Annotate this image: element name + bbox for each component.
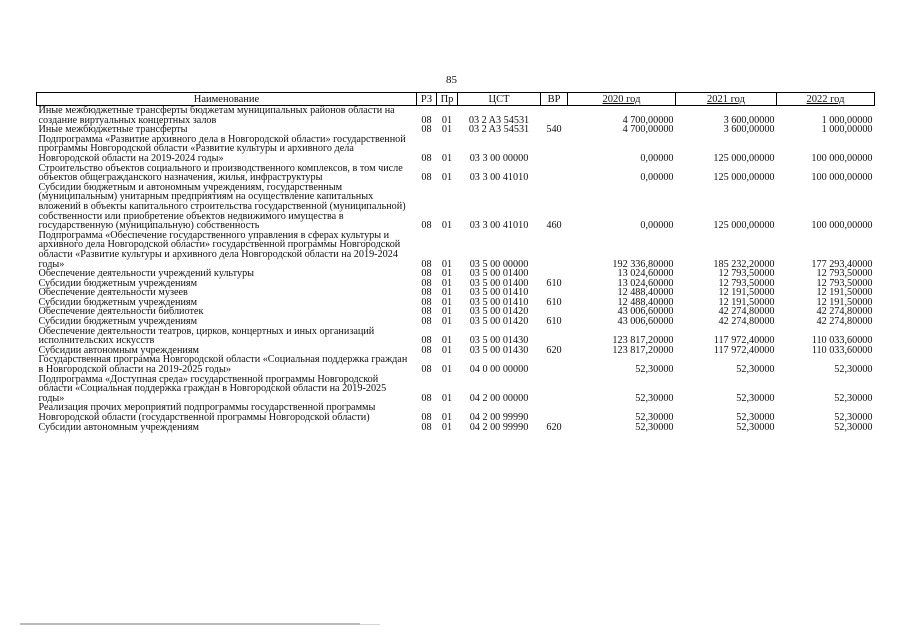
- row-2022: 12 191,50000: [816, 296, 873, 308]
- row-cst: 04 0 00 00000: [469, 364, 529, 376]
- header-rz: РЗ: [417, 93, 437, 106]
- row-rz: 08: [421, 296, 432, 308]
- row-name: Субсидии автономным учреждениям: [38, 421, 199, 433]
- row-cst: 03 2 A3 54531: [468, 114, 530, 126]
- row-name: Реализация прочих мероприятий подпрограммы государственной программы Новгородской области (государственной программы Новгородской области): [38, 402, 376, 423]
- row-2022: 1 000,00000: [821, 114, 873, 126]
- row-rz: 08: [421, 114, 432, 126]
- row-2020: 4 700,00000: [622, 114, 674, 126]
- row-rz: 08: [421, 124, 432, 136]
- row-vr: [541, 164, 568, 183]
- row-2022: 100 000,00000: [811, 152, 873, 164]
- row-rz: 08: [421, 421, 432, 433]
- row-pr: 01: [441, 220, 453, 232]
- row-name: Субсидии автономным учреждениям: [38, 344, 199, 356]
- row-2022: 100 000,00000: [811, 220, 873, 232]
- table-row: [37, 183, 875, 231]
- row-name: Субсидии бюджетным учреждениям: [38, 277, 198, 289]
- table-header-row: [37, 93, 875, 106]
- row-cst: 03 5 00 01420: [469, 306, 529, 318]
- row-name: Обеспечение деятельности музеев: [38, 287, 188, 299]
- budget-table: [36, 92, 875, 432]
- row-2021: 42 274,80000: [718, 316, 775, 328]
- row-2020: 123 817,20000: [612, 335, 674, 347]
- row-pr: 01: [441, 296, 453, 308]
- row-rz: 08: [421, 306, 432, 318]
- row-name: Подпрограмма «Доступная среда» государственной программы Новгородской области «Социальная поддержка граждан в Новгородской области на 2019-2025 годы»: [38, 373, 387, 404]
- row-2022: 110 033,60000: [811, 344, 873, 356]
- table-row: [37, 355, 875, 374]
- row-cst: 03 5 00 01420: [469, 316, 529, 328]
- row-2020: 0,00000: [640, 172, 674, 184]
- header-cst: ЦСТ: [458, 93, 541, 106]
- row-2020: 123 817,20000: [612, 344, 674, 356]
- row-2020: 4 700,00000: [622, 124, 674, 136]
- row-rz: 08: [421, 220, 432, 232]
- row-cst: 03 5 00 01430: [469, 335, 529, 347]
- table-row: [37, 403, 875, 422]
- row-pr: 01: [441, 268, 453, 280]
- page-number: 85: [446, 74, 457, 86]
- row-2021: 3 600,00000: [723, 114, 775, 126]
- row-2021: 12 793,50000: [718, 277, 775, 289]
- row-rz: 08: [421, 412, 432, 423]
- row-vr: [541, 135, 568, 164]
- row-name: Обеспечение деятельности библиотек: [38, 306, 204, 318]
- row-pr: 01: [441, 392, 453, 404]
- row-2022: 12 793,50000: [816, 277, 873, 289]
- row-cst: 03 3 00 41010: [469, 172, 529, 184]
- row-pr: 01: [441, 421, 453, 433]
- row-pr: 01: [441, 287, 453, 299]
- row-2022: 42 274,80000: [816, 316, 873, 328]
- row-2021: 125 000,00000: [713, 220, 775, 232]
- row-2021: 42 274,80000: [718, 306, 775, 318]
- row-2022: 110 033,60000: [811, 335, 873, 347]
- row-name: Иные межбюджетные трансферты: [38, 124, 188, 136]
- scan-bottom-line: [20, 623, 360, 625]
- row-rz: 08: [421, 277, 432, 289]
- row-2021: 52,30000: [736, 421, 775, 433]
- row-pr: 01: [441, 344, 453, 356]
- row-2022: 52,30000: [834, 421, 873, 433]
- row-2020: 13 024,60000: [617, 268, 674, 280]
- row-2021: 125 000,00000: [713, 172, 775, 184]
- row-pr: 01: [441, 412, 453, 423]
- row-2021: 52,30000: [736, 412, 775, 423]
- row-cst: 04 2 00 99990: [469, 412, 529, 423]
- row-rz: 08: [421, 152, 432, 164]
- row-cst: 04 2 00 99990: [469, 421, 529, 433]
- row-cst: 03 3 00 00000: [469, 152, 529, 164]
- row-2021: 52,30000: [736, 392, 775, 404]
- row-2020: 12 488,40000: [617, 287, 674, 299]
- row-vr: [541, 327, 568, 346]
- row-2020: 12 488,40000: [617, 296, 674, 308]
- row-2021: 12 793,50000: [718, 268, 775, 280]
- header-name: Наименование: [37, 93, 417, 106]
- row-vr: [541, 355, 568, 374]
- row-name: Строительство объектов социального и производственного комплексов, в том числе объектов общегражданского назначения, жилья, инфраструктуры: [38, 162, 403, 184]
- row-cst: 03 5 00 01400: [469, 277, 529, 289]
- row-pr: 01: [441, 124, 453, 136]
- row-rz: 08: [421, 172, 432, 184]
- row-name: Субсидии бюджетным учреждениям: [38, 316, 198, 328]
- row-vr: 610: [546, 277, 562, 289]
- row-name: Субсидии бюджетным и автономным учреждениям, государственным (муниципальным) унитарным предприятиям на осуществление капитальных вложений в объекты капитального строительства государственной (муниципальной) собственности или приобретение объектов недвижимого имущества в государственную (муниципальную) собственность: [38, 181, 406, 232]
- row-rz: 08: [421, 316, 432, 328]
- row-name: Субсидии бюджетным учреждениям: [38, 296, 198, 308]
- row-vr: [541, 375, 568, 404]
- row-2021: 3 600,00000: [723, 124, 775, 136]
- row-name: Государственная программа Новгородской области «Социальная поддержка граждан в Новгородской области на 2019-2025 годы»: [38, 354, 408, 376]
- row-2022: 1 000,00000: [821, 124, 873, 136]
- row-2020: 43 006,60000: [617, 306, 674, 318]
- row-rz: 08: [421, 268, 432, 280]
- row-2021: 12 191,50000: [718, 287, 775, 299]
- row-cst: 03 5 00 01430: [469, 344, 529, 356]
- row-name: Иные межбюджетные трансферты бюджетам муниципальных районов области на создание виртуальных концертных залов: [38, 105, 395, 126]
- row-rz: 08: [421, 344, 432, 356]
- row-name: Подпрограмма «Обеспечение государственного управления в сферах культуры и архивного дела Новгородской области» государственной программы Новгородской области «Развитие культуры и архивного дела Новгородской области на 2019-2024 годы»: [38, 229, 401, 270]
- table-row: [37, 164, 875, 183]
- row-2022: 52,30000: [834, 364, 873, 376]
- row-2020: 13 024,60000: [617, 277, 674, 289]
- row-2021: 12 191,50000: [718, 296, 775, 308]
- scan-bottom-line-fragment: [360, 624, 380, 625]
- row-2020: 52,30000: [635, 412, 674, 423]
- row-name: Обеспечение деятельности театров, цирков, концертных и иных организаций исполнительских искусств: [38, 325, 375, 347]
- row-vr: 620: [546, 421, 562, 433]
- row-2022: 52,30000: [834, 412, 873, 423]
- row-2022: 52,30000: [834, 392, 873, 404]
- row-vr: [541, 231, 568, 269]
- row-2021: 125 000,00000: [713, 152, 775, 164]
- row-rz: 08: [421, 392, 432, 404]
- row-2022: 12 191,50000: [816, 287, 873, 299]
- row-2022: 100 000,00000: [811, 172, 873, 184]
- row-pr: 01: [441, 277, 453, 289]
- row-pr: 01: [441, 316, 453, 328]
- header-2020: 2020 год: [568, 93, 676, 106]
- row-2020: 52,30000: [635, 421, 674, 433]
- row-vr: [541, 403, 568, 422]
- table-row: [37, 327, 875, 346]
- row-vr: 610: [546, 296, 562, 308]
- row-rz: 08: [421, 335, 432, 347]
- row-2020: 52,30000: [635, 392, 674, 404]
- header-2022: 2022 год: [777, 93, 875, 106]
- row-2020: 0,00000: [640, 152, 674, 164]
- row-vr: 610: [546, 316, 562, 328]
- row-vr: 460: [546, 220, 562, 232]
- row-2020: 0,00000: [640, 220, 674, 232]
- row-pr: 01: [441, 172, 453, 184]
- row-pr: 01: [441, 114, 453, 126]
- row-cst: 03 5 00 01400: [469, 268, 529, 280]
- row-2021: 117 972,40000: [713, 335, 775, 347]
- row-vr: 620: [546, 344, 562, 356]
- row-vr: 540: [546, 124, 562, 136]
- row-cst: 03 2 A3 54531: [468, 124, 530, 136]
- row-2020: 52,30000: [635, 364, 674, 376]
- row-cst: 03 5 00 01410: [469, 296, 529, 308]
- row-name: Обеспечение деятельности учреждений культуры: [38, 268, 255, 280]
- row-cst: 03 5 00 01410: [469, 287, 529, 299]
- row-pr: 01: [441, 364, 453, 376]
- row-pr: 01: [441, 152, 453, 164]
- row-pr: 01: [441, 258, 453, 270]
- row-cst: 03 3 00 41010: [469, 220, 529, 232]
- row-2021: 52,30000: [736, 364, 775, 376]
- row-rz: 08: [421, 258, 432, 270]
- header-2021: 2021 год: [676, 93, 777, 106]
- table-row: [37, 135, 875, 164]
- row-rz: 08: [421, 364, 432, 376]
- row-2022: 42 274,80000: [816, 306, 873, 318]
- row-2020: 43 006,60000: [617, 316, 674, 328]
- row-cst: 03 5 00 00000: [469, 258, 529, 270]
- row-2022: 177 293,40000: [811, 258, 873, 270]
- row-name: Подпрограмма «Развитие архивного дела в Новгородской области» государственной программы Новгородской области «Развитие культуры и архивного дела Новгородской области на 2019-2024 годы»: [38, 133, 406, 164]
- row-vr: [541, 106, 568, 126]
- row-cst: 04 2 00 00000: [469, 392, 529, 404]
- table-row: [37, 106, 875, 126]
- row-pr: 01: [441, 335, 453, 347]
- table-row: [37, 423, 875, 433]
- row-2022: 12 793,50000: [816, 268, 873, 280]
- header-vr: ВР: [541, 93, 568, 106]
- header-pr: Пр: [437, 93, 458, 106]
- row-rz: 08: [421, 287, 432, 299]
- row-2021: 185 232,20000: [713, 258, 775, 270]
- row-2021: 117 972,40000: [713, 344, 775, 356]
- row-pr: 01: [441, 306, 453, 318]
- row-2020: 192 336,80000: [612, 258, 674, 270]
- table-row: [37, 375, 875, 404]
- table-row: [37, 231, 875, 269]
